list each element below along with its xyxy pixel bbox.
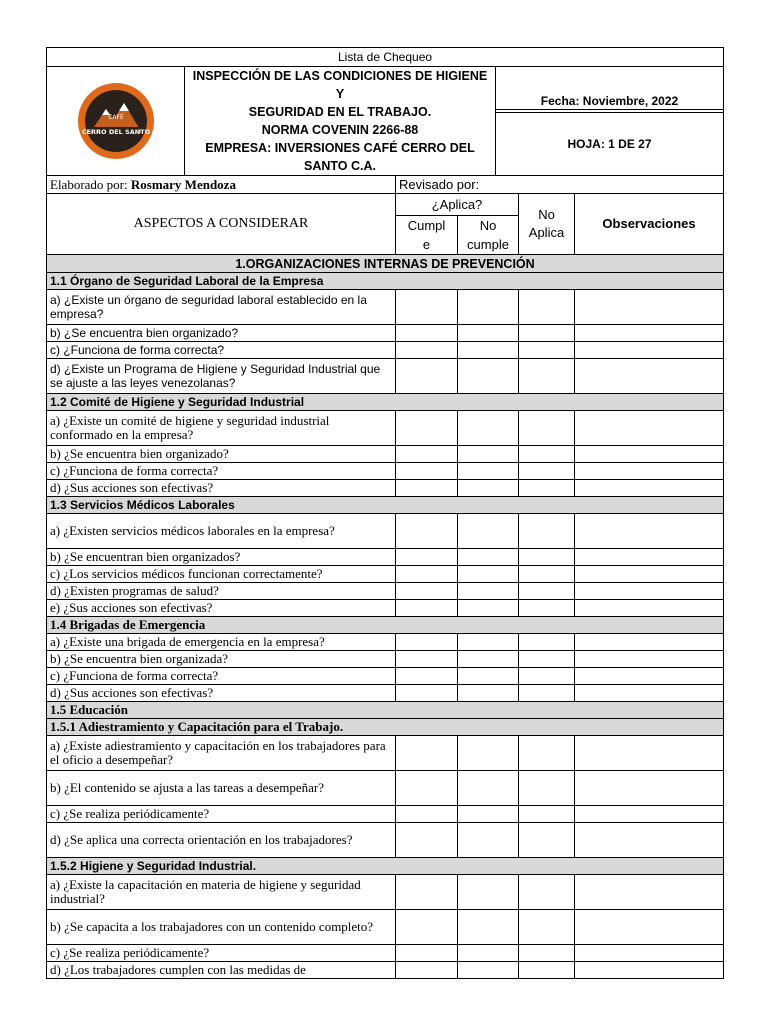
title-line-2: SEGURIDAD EN EL TRABAJO. [248,105,432,119]
checklist-row [47,736,724,771]
not-applies-cell[interactable] [519,823,575,858]
not-applies-cell[interactable] [519,549,575,566]
observations-cell[interactable] [575,600,724,617]
not-complies-line-1: No [479,218,497,233]
observations-cell[interactable] [575,480,724,497]
observations-cell[interactable] [575,359,724,394]
checklist-row [47,411,724,446]
observations-cell[interactable] [575,411,724,446]
complies-cell[interactable] [396,463,458,480]
observations-cell[interactable] [575,736,724,771]
not-applies-cell[interactable] [519,566,575,583]
question-text: a) ¿Existe adiestramiento y capacitación en los trabajadores para el oficio a desempeñar? [47,736,396,771]
question-text: b) ¿Se encuentra bien organizado? [47,325,396,342]
observations-cell[interactable] [575,685,724,702]
not-applies-cell[interactable] [519,514,575,549]
checklist-row [47,651,724,668]
title-line-4: EMPRESA: INVERSIONES CAFÉ CERRO DEL [205,141,475,155]
not-applies-cell[interactable] [519,875,575,910]
not-complies-cell[interactable] [458,566,519,583]
not-complies-cell[interactable] [458,342,519,359]
question-text: b) ¿Se encuentran bien organizados? [47,549,396,566]
complies-cell[interactable] [396,875,458,910]
question-text: a) ¿Existe un comité de higiene y seguridad industrial conformado en la empresa? [47,411,396,446]
not-applies-cell[interactable] [519,668,575,685]
complies-cell[interactable] [396,651,458,668]
not-applies-cell[interactable] [519,945,575,962]
question-text: c) ¿Se realiza periódicamente? [47,945,396,962]
reviewed-by: Revisado por: [396,176,724,194]
complies-cell[interactable] [396,549,458,566]
observations-header: Observaciones [575,194,724,255]
not-complies-cell[interactable] [458,583,519,600]
not-complies-cell[interactable] [458,651,519,668]
question-text: b) ¿Se encuentra bien organizada? [47,651,396,668]
subsection-header-row [47,719,724,736]
subsection-header-row [47,617,724,634]
complies-cell[interactable] [396,446,458,463]
not-applies-cell[interactable] [519,771,575,806]
complies-cell[interactable] [396,771,458,806]
not-complies-cell[interactable] [458,325,519,342]
not-applies-cell[interactable] [519,651,575,668]
question-text: c) ¿Funciona de forma correcta? [47,463,396,480]
observations-cell[interactable] [575,823,724,858]
subsection-title: 1.2 Comité de Higiene y Seguridad Industrial [47,394,724,411]
subsection-header-row [47,497,724,514]
not-complies-cell[interactable] [458,411,519,446]
not-complies-cell[interactable] [458,962,519,979]
complies-cell[interactable] [396,325,458,342]
complies-cell[interactable] [396,583,458,600]
checklist-row [47,359,724,394]
checklist-row [47,514,724,549]
logo-brand-text: CERRO DEL SANTO [81,128,150,136]
observations-cell[interactable] [575,634,724,651]
subsection-header-row [47,394,724,411]
not-applies-cell[interactable] [519,600,575,617]
not-applies-cell[interactable] [519,583,575,600]
complies-cell[interactable] [396,823,458,858]
aspects-header: ASPECTOS A CONSIDERAR [47,194,396,255]
observations-cell[interactable] [575,463,724,480]
observations-cell[interactable] [575,566,724,583]
question-text: d) ¿Existen programas de salud? [47,583,396,600]
complies-cell[interactable] [396,342,458,359]
checklist-row [47,771,724,806]
complies-header [396,216,458,255]
question-text: a) ¿Existen servicios médicos laborales en la empresa? [47,514,396,549]
not-applies-cell[interactable] [519,463,575,480]
checklist-row [47,325,724,342]
prepared-name: Rosmary Mendoza [130,176,236,192]
prepared-by [47,176,396,194]
not-applies-line-1: No [538,207,555,222]
observations-cell[interactable] [575,651,724,668]
not-complies-cell[interactable] [458,549,519,566]
complies-cell[interactable] [396,634,458,651]
checklist-row [47,600,724,617]
checklist-table [46,175,724,979]
observations-cell[interactable] [575,325,724,342]
logo-cafe-text: CAFÉ [107,114,124,121]
question-text: c) ¿Funciona de forma correcta? [47,342,396,359]
checklist-row [47,290,724,325]
observations-cell[interactable] [575,514,724,549]
prepared-label: Elaborado por: [50,176,128,192]
complies-cell[interactable] [396,411,458,446]
observations-cell[interactable] [575,342,724,359]
checklist-row [47,634,724,651]
not-applies-cell[interactable] [519,480,575,497]
question-text: a) ¿Existe un órgano de seguridad laboral establecido en la empresa? [47,290,396,325]
observations-cell[interactable] [575,875,724,910]
observations-cell[interactable] [575,771,724,806]
not-complies-cell[interactable] [458,736,519,771]
checklist-row [47,823,724,858]
observations-cell[interactable] [575,583,724,600]
subsection-header-row [47,702,724,719]
subsection-title: 1.5 Educación [47,702,724,719]
subsection-title: 1.3 Servicios Médicos Laborales [47,497,724,514]
complies-line-1: Cumpl [407,218,446,233]
question-text: c) ¿Se realiza periódicamente? [47,806,396,823]
question-text: e) ¿Sus acciones son efectivas? [47,600,396,617]
header-table [46,47,724,176]
question-text: b) ¿El contenido se ajusta a las tareas a desempeñar? [47,771,396,806]
question-text: a) ¿Existe una brigada de emergencia en la empresa? [47,634,396,651]
subsection-header-row [47,273,724,290]
not-complies-cell[interactable] [458,634,519,651]
complies-cell[interactable] [396,600,458,617]
checklist-row [47,463,724,480]
complies-cell[interactable] [396,359,458,394]
complies-cell[interactable] [396,910,458,945]
checklist-row [47,910,724,945]
not-complies-cell[interactable] [458,359,519,394]
checklist-row [47,668,724,685]
observations-cell[interactable] [575,290,724,325]
not-applies-header [519,194,575,255]
question-text: d) ¿Existe un Programa de Higiene y Seguridad Industrial que se ajuste a las leyes venezolanas? [47,359,396,394]
not-applies-cell[interactable] [519,342,575,359]
complies-cell[interactable] [396,685,458,702]
not-complies-cell[interactable] [458,771,519,806]
complies-cell[interactable] [396,806,458,823]
question-text: b) ¿Se encuentra bien organizado? [47,446,396,463]
checklist-row [47,480,724,497]
checklist-row [47,962,724,979]
company-logo [76,81,156,161]
complies-cell[interactable] [396,668,458,685]
subsection-title: 1.4 Brigadas de Emergencia [47,617,724,634]
date-label: Fecha: Noviembre, 2022 [496,67,724,110]
document-title [185,67,496,176]
question-text: a) ¿Existe la capacitación en materia de higiene y seguridad industrial? [47,875,396,910]
subsection-title: 1.5.2 Higiene y Seguridad Industrial. [47,858,724,875]
observations-cell[interactable] [575,446,724,463]
observations-cell[interactable] [575,549,724,566]
subsection-header-row [47,858,724,875]
title-line-3: NORMA COVENIN 2266-88 [261,123,419,137]
checklist-sheet [46,47,723,979]
applies-header: ¿Aplica? [396,194,519,216]
checklist-row [47,685,724,702]
question-text: d) ¿Sus acciones son efectivas? [47,480,396,497]
not-complies-cell[interactable] [458,668,519,685]
question-text: d) ¿Sus acciones son efectivas? [47,685,396,702]
not-applies-cell[interactable] [519,325,575,342]
checklist-row [47,446,724,463]
not-applies-cell[interactable] [519,446,575,463]
not-complies-cell[interactable] [458,514,519,549]
not-complies-cell[interactable] [458,463,519,480]
not-applies-cell[interactable] [519,359,575,394]
not-complies-cell[interactable] [458,480,519,497]
checklist-row [47,342,724,359]
not-complies-cell[interactable] [458,910,519,945]
question-text: b) ¿Se capacita a los trabajadores con un contenido completo? [47,910,396,945]
not-applies-line-2: Aplica [528,225,565,240]
subsection-title: 1.1 Órgano de Seguridad Laboral de la Empresa [47,273,724,290]
not-complies-cell[interactable] [458,823,519,858]
not-applies-cell[interactable] [519,806,575,823]
not-complies-cell[interactable] [458,685,519,702]
form-title: Lista de Chequeo [47,48,724,67]
observations-cell[interactable] [575,962,724,979]
complies-cell[interactable] [396,736,458,771]
question-text: d) ¿Se aplica una correcta orientación en los trabajadores? [47,823,396,858]
not-complies-cell[interactable] [458,600,519,617]
subsection-title: 1.5.1 Adiestramiento y Capacitación para el Trabajo. [47,719,724,736]
complies-cell[interactable] [396,514,458,549]
logo-cell [47,67,185,176]
question-text: c) ¿Los servicios médicos funcionan correctamente? [47,566,396,583]
sheet-number: HOJA: 1 DE 27 [496,112,724,175]
not-applies-cell[interactable] [519,685,575,702]
not-complies-cell[interactable] [458,290,519,325]
complies-line-2: e [422,237,431,252]
section-title: 1.ORGANIZACIONES INTERNAS DE PREVENCIÓN [47,255,724,273]
not-applies-cell[interactable] [519,910,575,945]
not-complies-cell[interactable] [458,875,519,910]
not-complies-cell[interactable] [458,446,519,463]
title-line-5: SANTO C.A. [304,159,376,173]
not-applies-cell[interactable] [519,290,575,325]
checklist-row [47,806,724,823]
observations-cell[interactable] [575,945,724,962]
not-complies-cell[interactable] [458,945,519,962]
checklist-row [47,583,724,600]
not-complies-cell[interactable] [458,806,519,823]
question-text: d) ¿Los trabajadores cumplen con las medidas de [47,962,396,979]
not-complies-line-2: cumple [467,237,509,252]
not-complies-header [458,216,519,255]
checklist-row [47,875,724,910]
checklist-row [47,945,724,962]
not-applies-cell[interactable] [519,634,575,651]
complies-cell[interactable] [396,945,458,962]
checklist-row [47,549,724,566]
title-line-1: INSPECCIÓN DE LAS CONDICIONES DE HIGIENE Y [192,69,488,101]
complies-cell[interactable] [396,962,458,979]
not-applies-cell[interactable] [519,736,575,771]
checklist-row [47,566,724,583]
observations-cell[interactable] [575,806,724,823]
complies-cell[interactable] [396,480,458,497]
not-applies-cell[interactable] [519,962,575,979]
observations-cell[interactable] [575,668,724,685]
question-text: c) ¿Funciona de forma correcta? [47,668,396,685]
complies-cell[interactable] [396,566,458,583]
complies-cell[interactable] [396,290,458,325]
not-applies-cell[interactable] [519,411,575,446]
observations-cell[interactable] [575,910,724,945]
